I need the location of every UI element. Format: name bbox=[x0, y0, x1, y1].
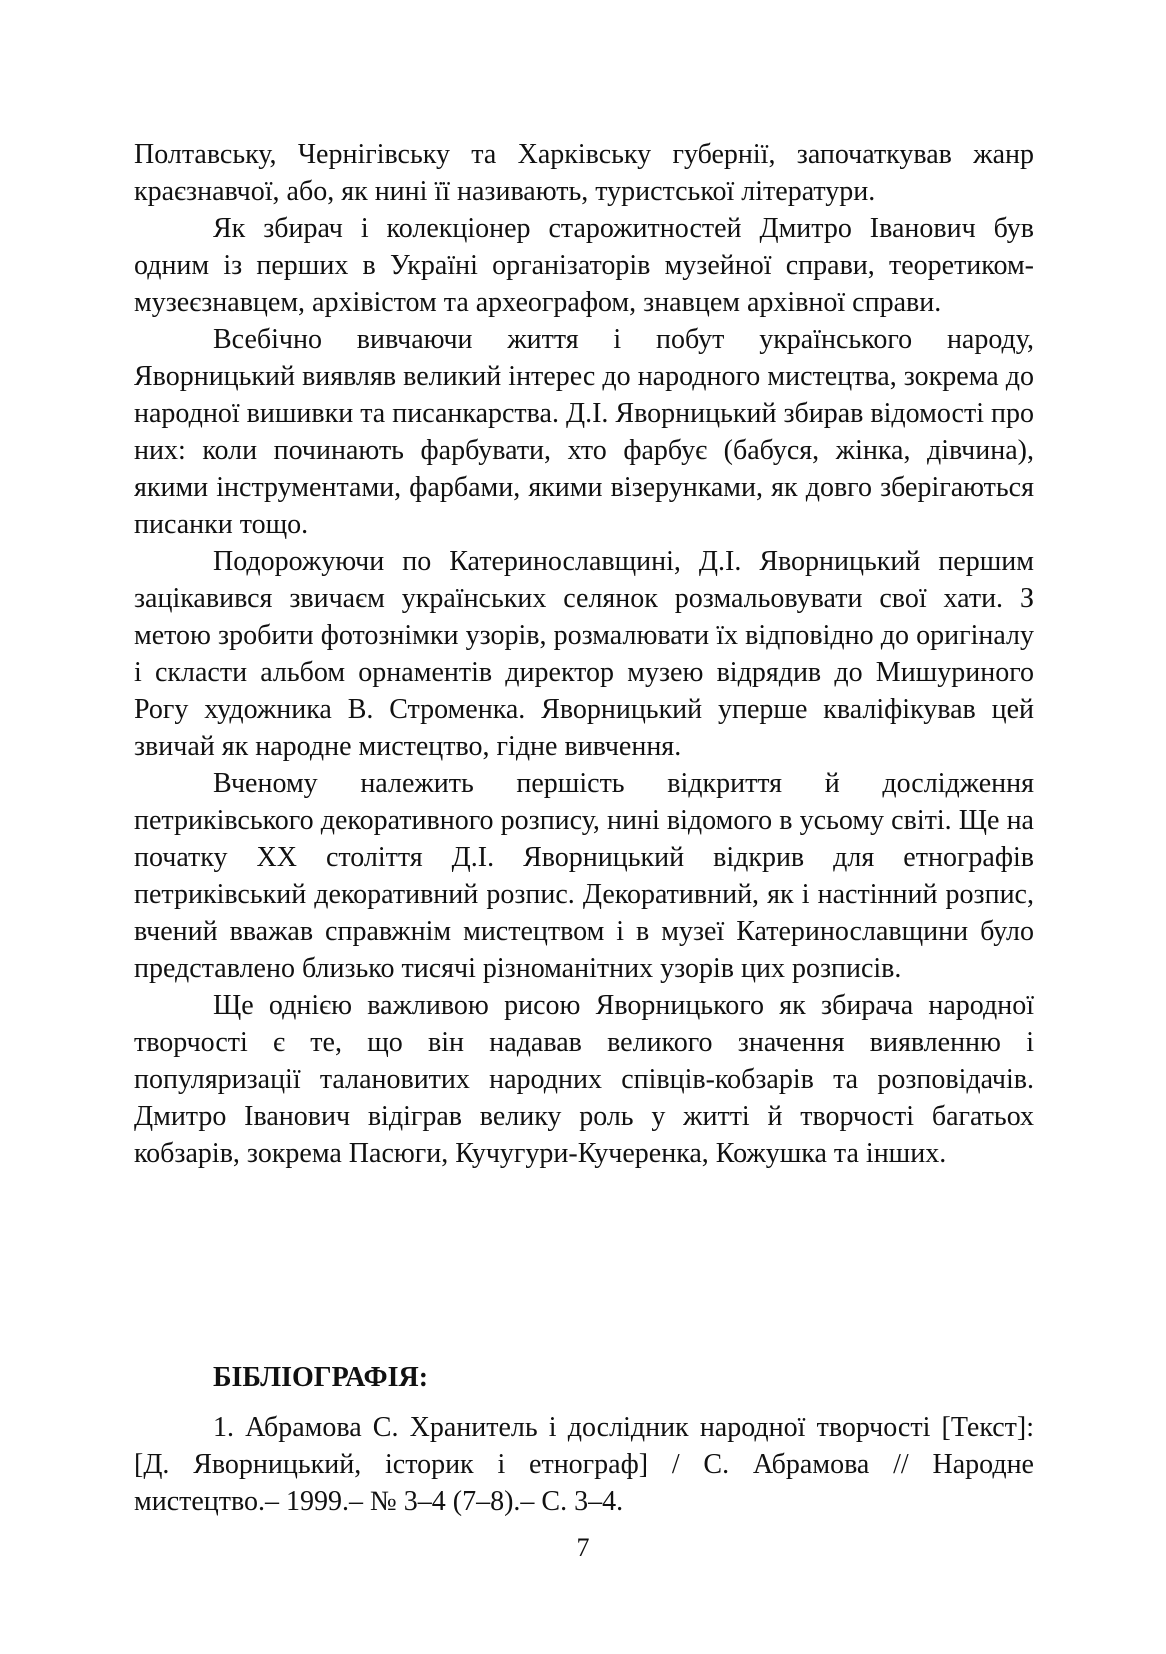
bibliography-item: 1. Абрамова С. Хранитель і дослідник народної творчості [Текст]: [Д. Яворницький, історик і етнограф] / С. Абрамова // Народне мистецтво.– 1999.– № 3–4 (7–8).– С. 3–4. bbox=[134, 1412, 1034, 1517]
page-number: 7 bbox=[576, 1533, 590, 1562]
paragraph-kobzars: Ще однією важливою рисою Яворницького як збирача народної творчості є те, що він надавав великого значення виявленню і популяризації талановитих народних співців-кобзарів та розповідачів. Дмитро Іванович відіграв велику роль у житті й творчості багатьох кобзарів, зокрема Пасюги, Кучугури-Кучеренка, Кожушка та інших. bbox=[134, 990, 1034, 1169]
bibliography-heading: БІБЛІОГРАФІЯ: bbox=[213, 1362, 429, 1393]
paragraph-museum-work: Як збирач і колекціонер старожитностей Дмитро Іванович був одним із перших в Україні організаторів музейної справи, теоретиком-музеєзнавцем, архівістом та археографом, знавцем архівної справи. bbox=[134, 213, 1034, 318]
paragraph-folk-art: Всебічно вивчаючи життя і побут українського народу, Яворницький виявляв великий інтерес до народного мистецтва, зокрема до народної вишивки та писанкарства. Д.І. Яворницький збирав відомості про них: коли починають фарбувати, хто фарбує (бабуся, жінка, дівчина), якими інструментами, фарбами, якими візерунками, як довго зберігаються писанки тощо. bbox=[134, 324, 1034, 540]
bibliography-list bbox=[134, 1409, 1034, 1520]
paragraph-petrykivka: Вченому належить першість відкриття й дослідження петриківського декоративного розпису, нині відомого в усьому світі. Ще на початку XX століття Д.І. Яворницький відкрив для етнографів петриківський декоративний розпис. Декоративний, як і настінний розпис, вчений вважав справжнім мистецтвом і в музеї Катеринославщини було представлено близько тисячі різноманітних узорів цих розписів. bbox=[134, 768, 1034, 984]
paragraph-house-painting: Подорожуючи по Катеринославщині, Д.І. Яворницький першим зацікавився звичаєм українських селянок розмальовувати свої хати. З метою зробити фотознімки узорів, розмалювати їх відповідно до оригіналу і скласти альбом орнаментів директор музею відрядив до Мишуриного Рогу художника В. Строменка. Яворницький уперше кваліфікував цей звичай як народне мистецтво, гідне вивчення. bbox=[134, 546, 1034, 762]
body-text bbox=[134, 136, 1034, 1172]
paragraph-continued: Полтавську, Чернігівську та Харківську губернії, започаткував жанр краєзнавчої, або, як нині її називають, туристської літератури. bbox=[134, 139, 1034, 207]
